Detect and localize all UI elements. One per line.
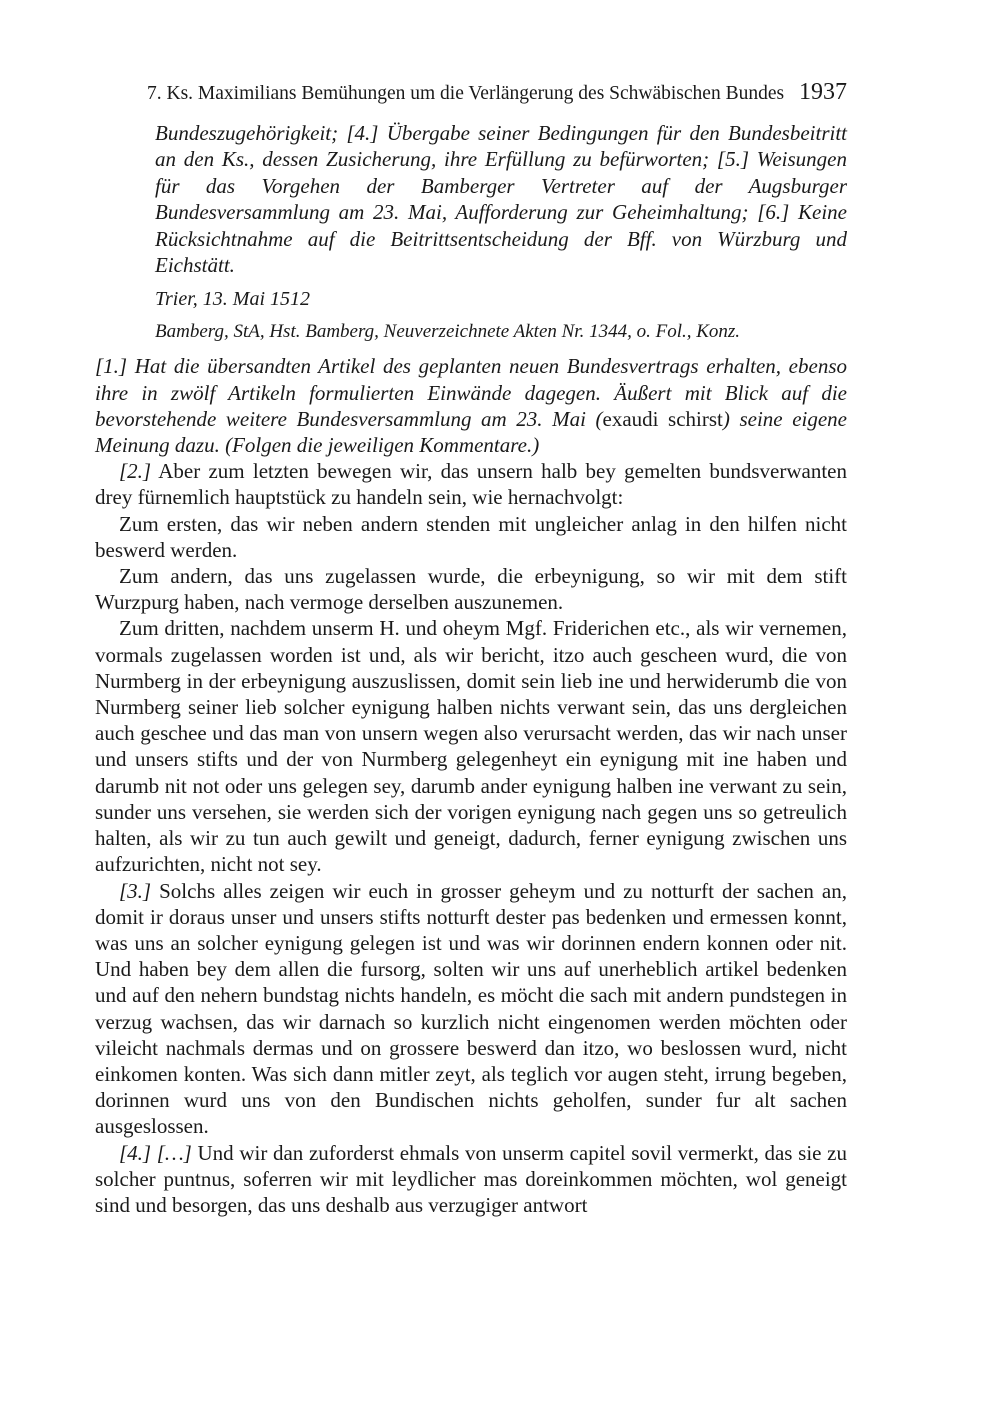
p6-text: Solchs alles zeigen wir euch in grosser geheym und zu notturft der sachen an, domit ir doraus unser und unsers stifts notturft dester pas bedenken und ermessen konnt, was uns an solcher eynigung gelegen ist und was wir dorinnen endern konnen oder nit. Und haben bey dem allen die fursorg, solten wir uns auf unerheblich artikel bedenken und auf den nehern bundstag nichts handeln, es möcht die sach mit andern pundstegen in verzug wachsen, das wir darnach so kurzlich nicht eingenomen werden möchten oder vileicht nachmals dermas und on grossere beswerd dan itzo, wo beslossen wurd, nicht einkomen konten. Was sich dann mitler zeyt, als teglich vor augen steht, irrung begeben, dorinnen wurd uns von den Bundischen nichts geholfen, sunder fur alt sachen ausgeslossen. xyxy=(95,878,847,1139)
paragraph-7 xyxy=(95,1140,847,1219)
source-note: Bamberg, StA, Hst. Bamberg, Neuverzeichnete Akten Nr. 1344, o. Fol., Konz. xyxy=(155,321,741,343)
p2-marker: [2.] xyxy=(119,459,152,484)
p2-text: Aber zum letzten bewegen wir, das unsern halb bey gemelten bundsverwanten drey fürnemlich hauptstück zu handeln sein, wie hernachvolgt: xyxy=(95,459,847,510)
p7-text: Und wir dan zuforderst ehmals von unserm capitel sovil vermerkt, das sie zu solcher puntnus, soferren wir mit leydlicher mas doreinkommen möchten, wol geneigt sind und besorgen, das uns deshalb aus verzugiger antwort xyxy=(95,1140,847,1217)
paragraph-2 xyxy=(95,458,847,510)
paragraph-6 xyxy=(95,878,847,1140)
p1-roman: exaudi schirst xyxy=(602,406,723,431)
paragraph-4: Zum andern, das uns zugelassen wurde, die erbeynigung, so wir mit dem stift Wurzpurg haben, nach vermoge derselben auszunemen. xyxy=(95,564,847,615)
p6-marker: [3.] xyxy=(119,878,152,903)
summary-text: Bundeszugehörigkeit; [4.] Übergabe seiner Bedingungen für den Bundesbeitritt an den Ks., dessen Zusicherung, ihre Erfüllung zu befürworten; [5.] Weisungen für das Vorgehen der Bamberger Vertreter auf der Augsburger Bundesversammlung am 23. Mai, Aufforderung zur Geheimhaltung; [6.] Keine Rücksichtnahme auf die Beitrittsentscheidung der Bff. von Würzburg und Eichstätt. xyxy=(155,121,847,278)
p1-italic-b: ) seine eigene Meinung dazu. (Folgen die jeweiligen Kommentare.) xyxy=(95,406,847,458)
p7-marker: [4.] […] xyxy=(119,1140,192,1165)
running-title: 7. Ks. Maximilians Bemühungen um die Verlängerung des Schwäbischen Bundes xyxy=(147,83,785,104)
document-head xyxy=(155,120,847,345)
paragraph-1 xyxy=(95,353,847,458)
paragraph-3: Zum ersten, das wir neben andern stenden mit ungleicher anlag in den hilfen nicht beswerd werden. xyxy=(95,511,847,562)
p1-italic-a: [1.] Hat die übersandten Artikel des geplanten neuen Bundesvertrags erhalten, ebenso ihre in zwölf Artikeln formulierten Einwände dagegen. Äußert mit Blick auf die bevorstehende weitere Bundesversammlung am 23. Mai ( xyxy=(95,354,847,431)
document-page xyxy=(95,78,847,1218)
document-body xyxy=(95,353,847,1218)
paragraph-5: Zum dritten, nachdem unserm H. und oheym Mgf. Friderichen etc., als wir vernemen, vormals zugelassen worden ist und, als wir bericht, itzo auch gescheen wurd, die von Nurmberg in der erbeynigung auszuslissen, domit sein lieb ine und herwiderumb die von Nurmberg seiner lieb solcher eynigung halben nichts verwant sein, das uns dergleichen auch geschee und das man von unsern wegen also verursacht werden, das wir nach unser und unsers stifts und der von Nurmberg gelegenheyt ein eynigung mit ine haben und darumb nit not oder uns gelegen sey, darumb ander eynigung halben ine verwant zu sein, sunder uns versehen, sie werden sich der vorigen eynigung nach gegen uns so getreulich halten, als wir zu tun auch gewilt und geneigt, dadurch, ferner eynigung zwischen uns aufzurichten, nicht not sey. xyxy=(95,616,847,877)
running-header xyxy=(95,78,847,108)
page-number: 1937 xyxy=(799,79,847,105)
place-date: Trier, 13. Mai 1512 xyxy=(155,288,311,311)
